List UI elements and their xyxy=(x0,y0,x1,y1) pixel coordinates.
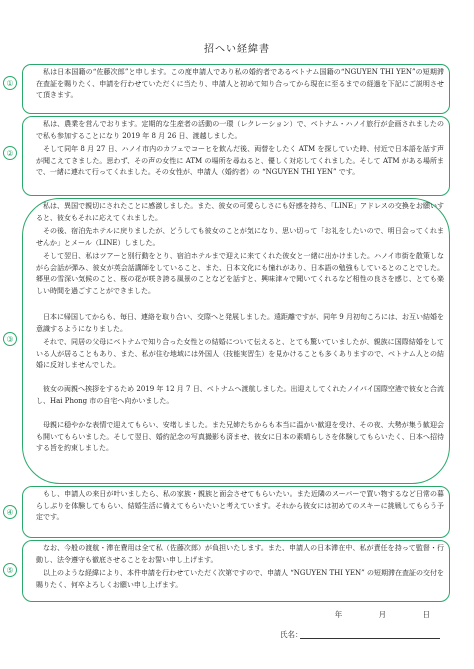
section-marker-2: ② xyxy=(3,146,17,160)
day-label: 日 xyxy=(422,610,430,619)
section-3-paragraph-3: そして翌日、私はツアーと別行動をとり、宿泊ホテルまで迎えに来てくれた彼女と一緒に出かけました。ハノイ市街を散策しながら会話が弾み、彼女が英会話講師をしていること、また、日本文化にも憧れがあり、日本語の勉強もしているとのことでした。郷里の雪深い気候のこと、桜の花が咲き誇る風景のことなどを話すと、興味津々で聞いてくれるなど相性の良さを感じ、とても楽しい時間を過ごすことができました。 xyxy=(36,252,444,295)
month-label: 月 xyxy=(378,610,387,619)
section-marker-3: ③ xyxy=(3,332,17,346)
section-1-paragraph-1: 私は日本国籍の“佐藤次郎”と申します。この度申請人であり私の婚約者であるベトナム国籍の“NGUYEN THI YEN”の短期滞在査証を賜りたく、申請を行わせていただくに当たり、申請人と初めて知り合ってから現在に至るまでの経過を下記にご説明させて頂きます。 xyxy=(36,68,444,100)
section-3-paragraph-5: それで、同居の父母にベトナムで知り合った女性との結婚について伝えると、とても驚いていましたが、親族に国際結婚をしている人が居ることもあり、また、私が住む地域には外国人（技能実習生）を見かけることも多くありますので、ベトナム人との結婚に反対しませんでした。 xyxy=(36,338,444,370)
section-marker-1: ① xyxy=(3,76,17,90)
section-marker-5: ⑤ xyxy=(3,563,17,577)
signature-label: 氏名： xyxy=(280,630,303,639)
section-2-paragraph-1: 私は、農業を営んでおります。定期的な生産者の活動の一環（レクレーション）で、ベトナム・ハノイ旅行が企画されましたので私も参加することになり 2019 年 8 月 26 日、渡越しました。 xyxy=(36,120,444,140)
section-4-paragraph-1: もし、申請人の来日が叶いましたら、私の家族・親族と面会させてもらいたい。また近隣のスーパーで買い物するなど日常の暮らしぶりを体験してもらい、結婚生活に備えてもらいたいと考えています。それから彼女には初めてのスキーに挑戦してもらう予定です。 xyxy=(36,490,444,522)
section-5-paragraph-1: なお、今般の渡航・滞在費用は全て私（佐藤次郎）が負担いたします。また、申請人の日本滞在中、私が責任を持って監督・行動し、法令遵守も徹底させることをお誓い申し上げます。 xyxy=(36,544,444,564)
section-3-paragraph-6: 彼女の両親へ挨拶をするため 2019 年 12 月 7 日、ベトナムへ渡航しました。出迎えしてくれたノイバイ国際空港で彼女と合流し、Hai Phong 市の自宅へ向かいました。 xyxy=(36,385,444,405)
document-title: 招へい経緯書 xyxy=(204,44,270,55)
section-3-paragraph-2: その後、宿泊先ホテルに戻りましたが、どうしても彼女のことが気になり、思い切って「お礼をしたいので、明日会ってくれませんか」とメール（LINE）しました。 xyxy=(36,227,444,247)
section-3-paragraph-1: 私は、異国で親切にされたことに感激しました。また、彼女の可愛らしさにも好感を持ち、「LINE」アドレスの交換をお願いすると、彼女もそれに応えてくれました。 xyxy=(36,202,444,222)
signature-line xyxy=(300,638,440,639)
section-3-paragraph-4: 日本に帰国してからも、毎日、連絡を取り合い、交際へと発展しました。遠距離ですが、同年 9 月初旬ころには、お互い結婚を意識するようになりました。 xyxy=(36,313,444,333)
year-label: 年 xyxy=(334,610,343,619)
date-line xyxy=(335,609,430,620)
section-3-paragraph-7: 母親に穏やかな表情で迎えてもらい、安堵しました。また兄姉たちからも本当に温かい歓迎を受け、その夜、大勢が集う歓迎会も開いてもらいました。そして翌日、婚約記念の写真撮影も済ませ、彼女に日本の素晴らしさを体験してもらいたく、日本へ招待する旨を約束しました。 xyxy=(36,421,444,453)
section-marker-4: ④ xyxy=(3,505,17,519)
section-5-paragraph-2: 以上のような経緯により、本件申請を行わせていただく次第ですので、申請人 “NGUYEN THI YEN” の短期滞在査証の交付を賜りたく、何卒よろしくお願い申し上げます。 xyxy=(36,569,444,589)
section-2-paragraph-2: そして同年 8 月 27 日、ハノイ市内のカフェでコーヒを飲んだ後、両替をしたく ATM を探していた時、付近で日本語を話す声が聞こえてきました。思わず、その声の女性に ATM の場所を尋ねると、優しく対応してくれました。そして ATM がある場所まで、一緒に連れて行ってくれました。その女性が、申請人（婚約者）の “NGUYEN THI YEN” です。 xyxy=(36,145,444,177)
